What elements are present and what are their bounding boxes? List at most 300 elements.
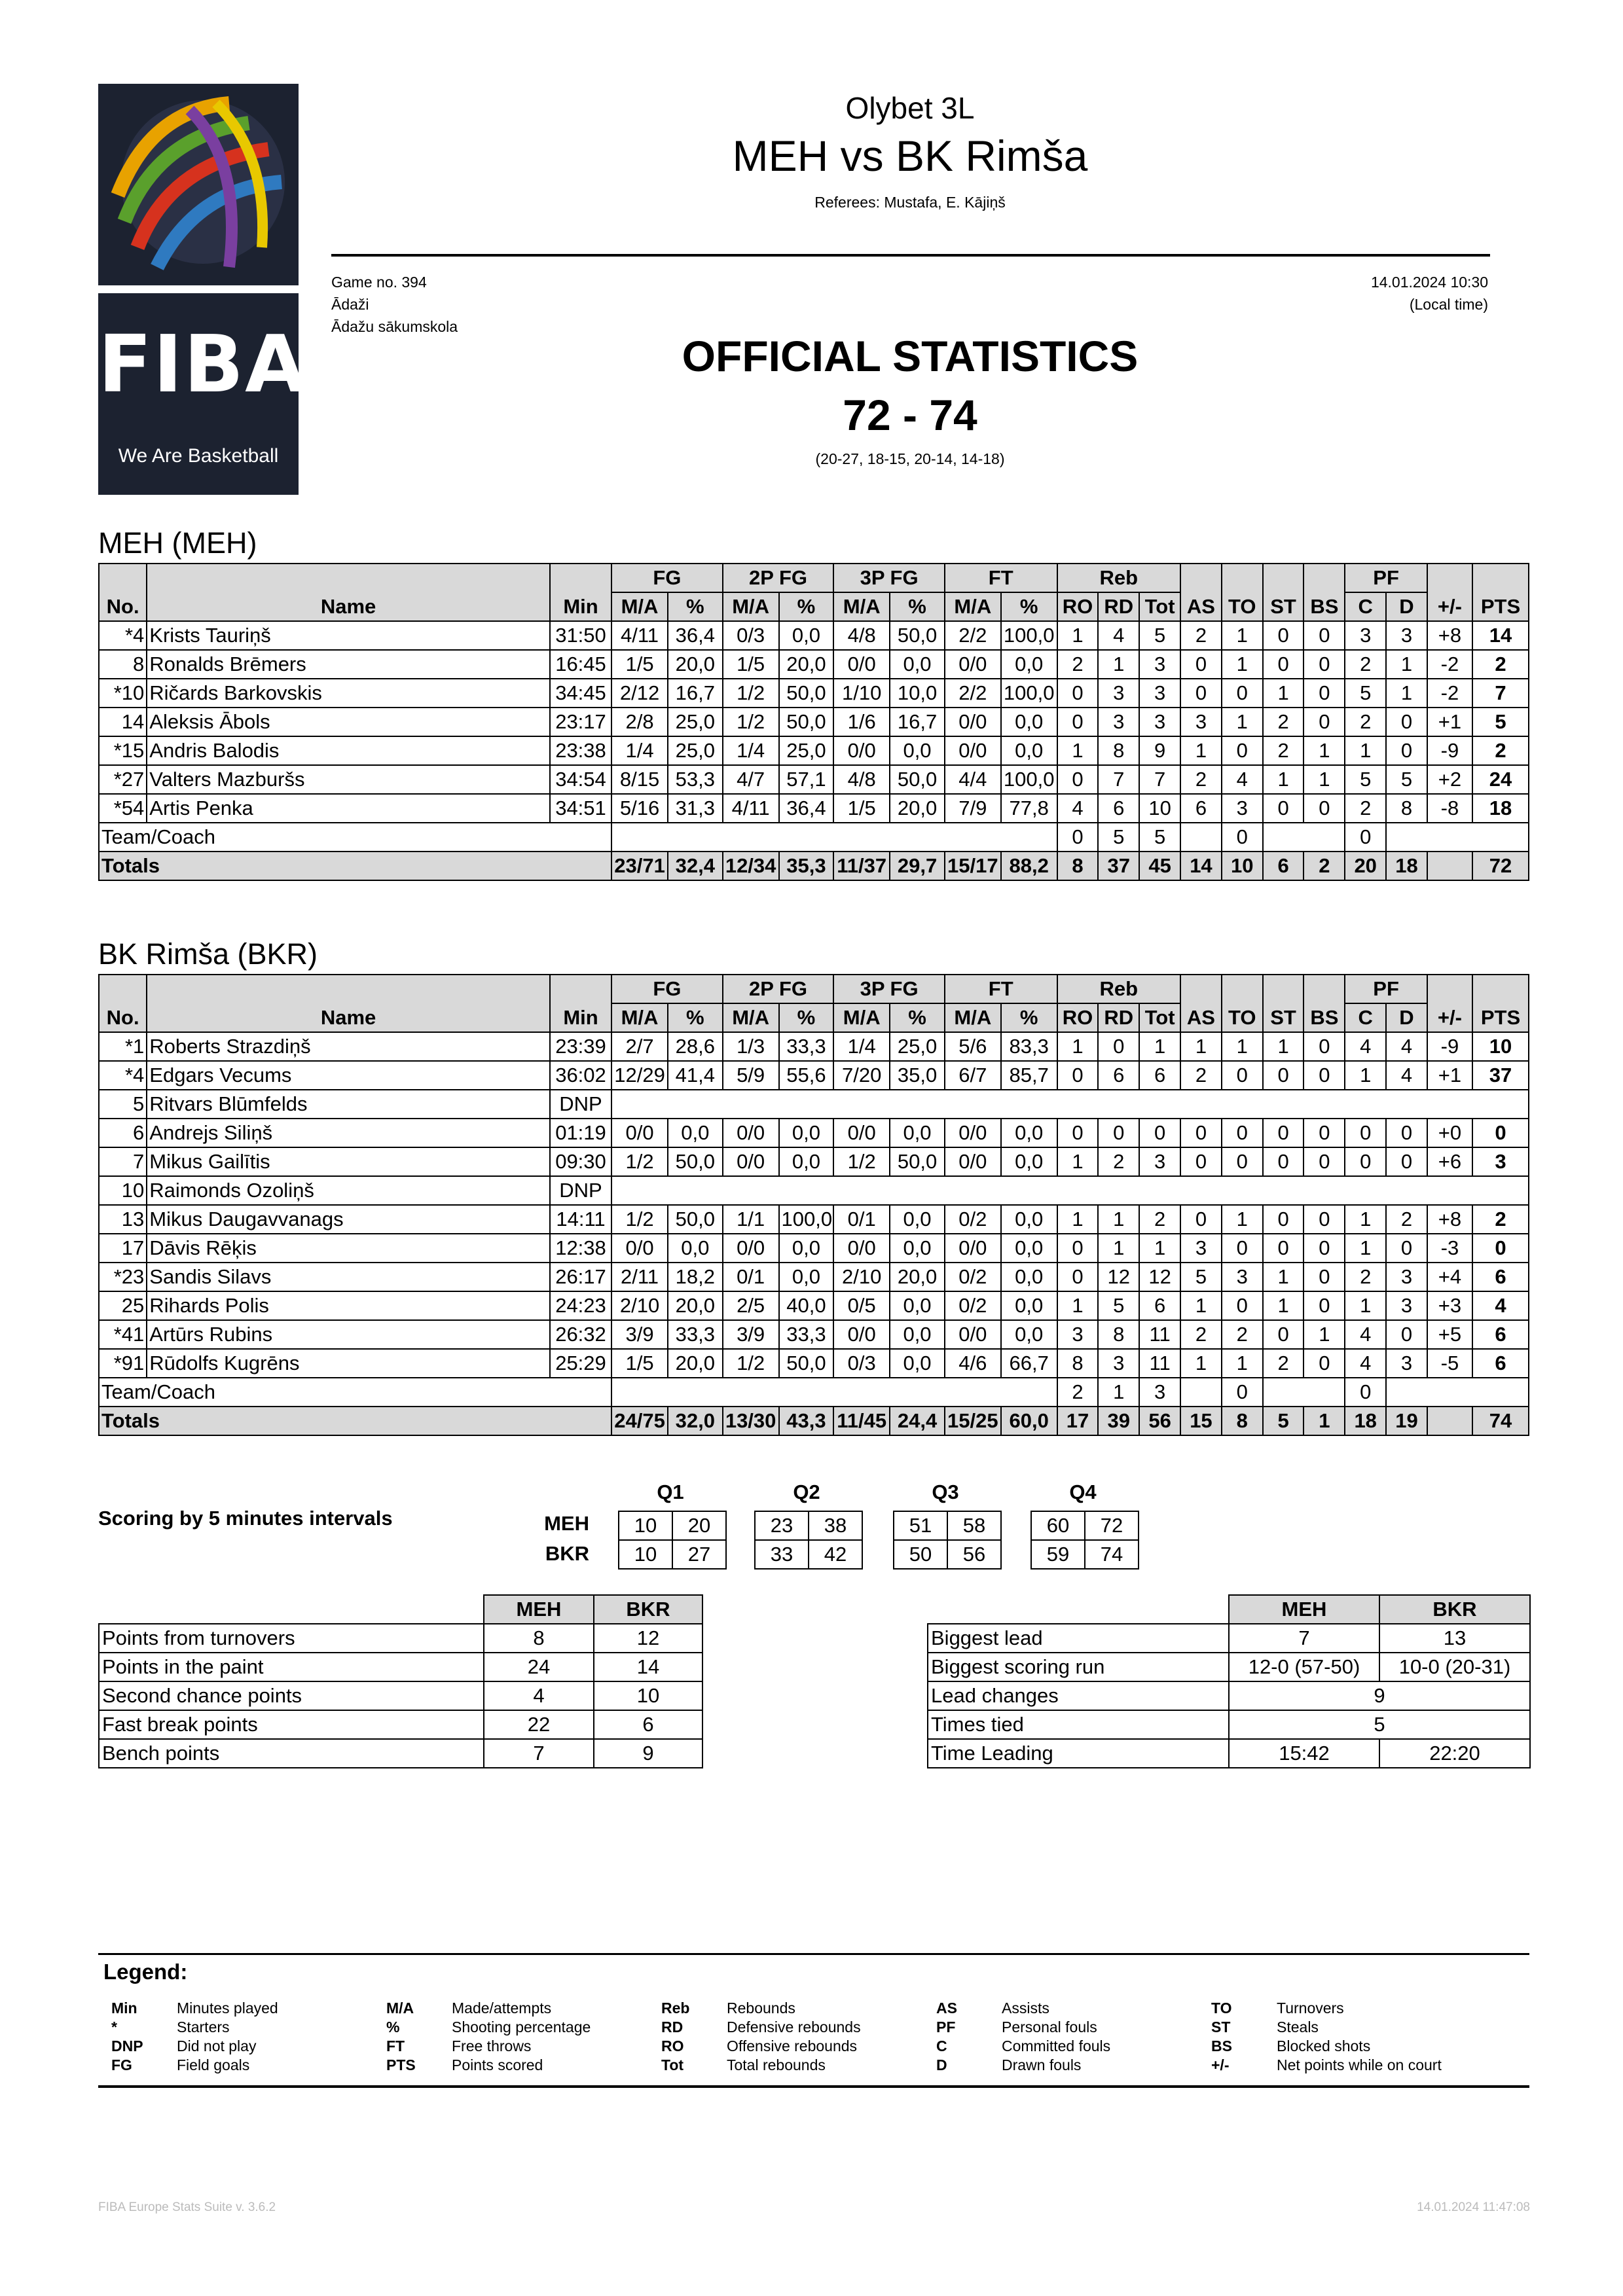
player-stat: 3 <box>1180 1234 1222 1263</box>
player-stat: 40,0 <box>779 1291 834 1320</box>
team-coach-c: 0 <box>1345 823 1386 852</box>
player-number: *91 <box>99 1349 147 1378</box>
interval-value: 10 <box>619 1540 672 1569</box>
legend-column <box>661 1999 861 2075</box>
player-stat: 4 <box>1386 1032 1427 1061</box>
legend-entry <box>661 1999 861 2018</box>
team-coach-tot: 5 <box>1139 823 1180 852</box>
legend-key: RD <box>661 2018 684 2036</box>
player-stat: 3 <box>1139 1147 1180 1176</box>
player-stat: 33,3 <box>668 1320 723 1349</box>
blank-header <box>550 564 611 592</box>
player-number: 13 <box>99 1205 147 1234</box>
player-stat: 12 <box>1139 1263 1180 1291</box>
interval-value: 38 <box>809 1511 862 1540</box>
legend-description: Defensive rebounds <box>727 2018 861 2036</box>
team-coach-blank <box>611 1378 1057 1407</box>
column-header-ma: M/A <box>945 592 1001 621</box>
player-stat: 0,0 <box>890 1320 945 1349</box>
team-coach-to: 0 <box>1222 1378 1263 1407</box>
player-stat: 1 <box>1304 736 1345 765</box>
summary-value: 5 <box>1229 1710 1530 1739</box>
player-stat: 0,0 <box>890 650 945 679</box>
legend-key: Tot <box>661 2056 684 2073</box>
legend-description: Steals <box>1277 2018 1319 2036</box>
player-stat: 1/3 <box>723 1032 779 1061</box>
player-stat: 0,0 <box>1001 1263 1057 1291</box>
player-stat: +1 <box>1427 708 1472 736</box>
player-points: 2 <box>1472 736 1529 765</box>
totals-stat: 35,3 <box>779 852 834 880</box>
player-stat: +5 <box>1427 1320 1472 1349</box>
player-name: Sandis Silavs <box>147 1263 550 1291</box>
player-stat: 0/0 <box>723 1147 779 1176</box>
team-coach-blank <box>1386 1378 1529 1407</box>
column-header-min: Min <box>550 1003 611 1032</box>
column-header-pct: % <box>668 592 723 621</box>
group-header-2p: 2P FG <box>723 975 834 1003</box>
player-stat: 4/11 <box>723 794 779 823</box>
player-stat: 7 <box>1139 765 1180 794</box>
player-stat: 1 <box>1345 736 1386 765</box>
player-stat: 0/0 <box>945 1147 1001 1176</box>
summary-team-header: MEH <box>484 1595 594 1624</box>
player-stat: 0/0 <box>945 650 1001 679</box>
player-stat: 1 <box>1180 1349 1222 1378</box>
player-points: 6 <box>1472 1263 1529 1291</box>
player-stat: 20,0 <box>668 1349 723 1378</box>
player-minutes: 14:11 <box>550 1205 611 1234</box>
summary-value: 24 <box>484 1653 594 1681</box>
player-stat: 100,0 <box>1001 765 1057 794</box>
player-stat: 2 <box>1345 794 1386 823</box>
player-stat: 1 <box>1345 1234 1386 1263</box>
legend-key: PF <box>936 2018 956 2036</box>
interval-value: 60 <box>1031 1511 1085 1540</box>
quarter-scores: (20-27, 18-15, 20-14, 14-18) <box>815 450 1005 467</box>
player-stat: 3 <box>1139 679 1180 708</box>
player-row <box>99 794 1529 823</box>
player-stat: 0 <box>1304 650 1345 679</box>
player-stat: 1 <box>1304 765 1345 794</box>
team-coach-row <box>99 823 1529 852</box>
quarter-interval-box <box>1030 1511 1139 1570</box>
blank-header <box>1304 564 1345 592</box>
summary-value: 7 <box>484 1739 594 1768</box>
player-stat: 33,3 <box>779 1032 834 1061</box>
player-stat: 35,0 <box>890 1061 945 1090</box>
player-number: *4 <box>99 1061 147 1090</box>
summary-team-header: BKR <box>1379 1595 1530 1624</box>
interval-value: 56 <box>947 1540 1001 1569</box>
player-stat: 2 <box>1263 708 1304 736</box>
player-stat: 0 <box>1180 650 1222 679</box>
legend-key: DNP <box>111 2037 143 2054</box>
player-stat: 2 <box>1345 708 1386 736</box>
player-stat: 1 <box>1345 1205 1386 1234</box>
player-stat: 5 <box>1386 765 1427 794</box>
player-name: Ričards Barkovskis <box>147 679 550 708</box>
legend-description: Did not play <box>177 2037 257 2054</box>
player-stat: 8 <box>1098 736 1139 765</box>
player-stat: 1 <box>1386 679 1427 708</box>
legend-entry <box>936 2037 1110 2056</box>
column-header-name: Name <box>147 1003 550 1032</box>
player-points: 6 <box>1472 1320 1529 1349</box>
summary-label: Time Leading <box>928 1739 1229 1768</box>
column-header-as: AS <box>1180 1003 1222 1032</box>
player-stat: 0/0 <box>611 1119 668 1147</box>
legend-description: Personal fouls <box>1002 2018 1097 2036</box>
column-header-ma: M/A <box>611 1003 668 1032</box>
player-stat: 0 <box>1057 1061 1099 1090</box>
legend-description: Free throws <box>452 2037 532 2054</box>
box-score-bkr <box>98 974 1529 1436</box>
column-header-ma: M/A <box>945 1003 1001 1032</box>
player-name: Andris Balodis <box>147 736 550 765</box>
player-number: *23 <box>99 1263 147 1291</box>
legend-entry <box>386 2037 591 2056</box>
player-name: Andrejs Siliņš <box>147 1119 550 1147</box>
column-header-d: D <box>1386 1003 1427 1032</box>
player-stat: 1 <box>1263 679 1304 708</box>
totals-stat: 23/71 <box>611 852 668 880</box>
player-stat: 0 <box>1304 1147 1345 1176</box>
team-coach-ro: 2 <box>1057 1378 1099 1407</box>
player-stat: 4 <box>1098 621 1139 650</box>
player-stat: +6 <box>1427 1147 1472 1176</box>
player-row <box>99 1032 1529 1061</box>
player-stat: 0,0 <box>779 1234 834 1263</box>
player-stat: 50,0 <box>890 621 945 650</box>
legend-description: Made/attempts <box>452 2000 552 2017</box>
player-stat: 0 <box>1386 1147 1427 1176</box>
totals-stat: 5 <box>1263 1407 1304 1435</box>
column-header-ma: M/A <box>833 592 890 621</box>
player-stat: 0 <box>1222 1234 1263 1263</box>
column-header-tot: Tot <box>1139 1003 1180 1032</box>
player-stat: +1 <box>1427 1061 1472 1090</box>
player-stat: 50,0 <box>890 765 945 794</box>
totals-stat: 1 <box>1304 1407 1345 1435</box>
quarter-label: Q2 <box>793 1480 820 1503</box>
player-points: 4 <box>1472 1291 1529 1320</box>
player-number: 25 <box>99 1291 147 1320</box>
player-name: Edgars Vecums <box>147 1061 550 1090</box>
summary-row <box>928 1710 1530 1739</box>
column-header-ma: M/A <box>611 592 668 621</box>
player-stat: 6 <box>1098 794 1139 823</box>
player-stat: 0/0 <box>833 736 890 765</box>
player-stat: 0,0 <box>779 1147 834 1176</box>
blank-header <box>1472 975 1529 1003</box>
legend-key: % <box>386 2018 400 2036</box>
blank-header <box>99 975 147 1003</box>
legend-key: Reb <box>661 2000 690 2017</box>
player-points: 0 <box>1472 1234 1529 1263</box>
player-stat: 3 <box>1098 708 1139 736</box>
fiba-wordmark: FIBA <box>98 319 307 410</box>
totals-stat: 37 <box>1098 852 1139 880</box>
team-coach-label: Team/Coach <box>99 1378 611 1407</box>
interval-row <box>619 1540 726 1569</box>
legend-title: Legend: <box>103 1960 188 1984</box>
player-minutes: 12:38 <box>550 1234 611 1263</box>
player-stat: +3 <box>1427 1291 1472 1320</box>
interval-team-label: MEH <box>544 1512 589 1535</box>
legend-column <box>1211 1999 1442 2075</box>
player-stat: 0/0 <box>833 1320 890 1349</box>
totals-stat: 45 <box>1139 852 1180 880</box>
player-number: *54 <box>99 794 147 823</box>
summary-label: Lead changes <box>928 1681 1229 1710</box>
interval-row <box>619 1511 726 1540</box>
player-stat: 0 <box>1304 621 1345 650</box>
quarter-interval-box <box>754 1511 863 1570</box>
summary-value: 9 <box>1229 1681 1530 1710</box>
player-name: Roberts Strazdiņš <box>147 1032 550 1061</box>
player-stat: 25,0 <box>668 736 723 765</box>
player-stat: 0,0 <box>890 1119 945 1147</box>
column-header-pm: +/- <box>1427 592 1472 621</box>
summary-label: Biggest scoring run <box>928 1653 1229 1681</box>
blank-header <box>1472 564 1529 592</box>
player-stat: 0,0 <box>779 1119 834 1147</box>
player-stat: 4 <box>1386 1061 1427 1090</box>
player-stat: 1/2 <box>833 1147 890 1176</box>
team-coach-blank <box>1263 1378 1345 1407</box>
player-stat: 0 <box>1386 1119 1427 1147</box>
player-stat: 0,0 <box>1001 736 1057 765</box>
player-stat: 2 <box>1180 765 1222 794</box>
game-venue: Ādažu sākumskola <box>331 318 458 335</box>
player-stat: 12/29 <box>611 1061 668 1090</box>
player-stat: 1/4 <box>833 1032 890 1061</box>
column-header-pct: % <box>890 1003 945 1032</box>
player-stat: 0 <box>1263 1119 1304 1147</box>
totals-stat: 17 <box>1057 1407 1099 1435</box>
player-stat: 0 <box>1304 1205 1345 1234</box>
column-header-no: No. <box>99 1003 147 1032</box>
player-stat: 1 <box>1222 621 1263 650</box>
legend-entry <box>661 2037 861 2056</box>
legend-entry <box>1211 1999 1442 2018</box>
summary-value: 22:20 <box>1379 1739 1530 1768</box>
player-stat: 1 <box>1263 1032 1304 1061</box>
player-stat: 77,8 <box>1001 794 1057 823</box>
fiba-tagline: We Are Basketball <box>118 445 279 467</box>
interval-value: 10 <box>619 1511 672 1540</box>
player-stat: 16,7 <box>890 708 945 736</box>
totals-stat: 14 <box>1180 852 1222 880</box>
player-stat: 2 <box>1222 1320 1263 1349</box>
player-number: 7 <box>99 1147 147 1176</box>
player-stat: 2/11 <box>611 1263 668 1291</box>
player-stat: 0 <box>1386 1320 1427 1349</box>
player-stat: 18,2 <box>668 1263 723 1291</box>
player-stat: 16,7 <box>668 679 723 708</box>
player-stat: -3 <box>1427 1234 1472 1263</box>
player-stat: 0 <box>1222 1119 1263 1147</box>
player-stat: 0 <box>1263 1234 1304 1263</box>
player-name: Artūrs Rubins <box>147 1320 550 1349</box>
totals-stat: 56 <box>1139 1407 1180 1435</box>
column-header-rd: RD <box>1098 592 1139 621</box>
player-stat: 0/0 <box>945 736 1001 765</box>
blank-header <box>1222 564 1263 592</box>
player-stat: 20,0 <box>668 650 723 679</box>
summary-team-header: BKR <box>594 1595 702 1624</box>
player-stat: 4 <box>1057 794 1099 823</box>
player-stat: 0 <box>1263 1320 1304 1349</box>
quarter-label: Q1 <box>657 1480 684 1503</box>
player-minutes: 25:29 <box>550 1349 611 1378</box>
legend-entry <box>1211 2037 1442 2056</box>
column-header-as: AS <box>1180 592 1222 621</box>
player-stat: 1 <box>1345 1061 1386 1090</box>
summary-value: 10 <box>594 1681 702 1710</box>
player-stat: 2 <box>1345 1263 1386 1291</box>
summary-row <box>99 1681 702 1710</box>
player-stat: 0 <box>1263 1205 1304 1234</box>
team-coach-rd: 1 <box>1098 1378 1139 1407</box>
column-header-ma: M/A <box>723 592 779 621</box>
totals-stat: 15 <box>1180 1407 1222 1435</box>
totals-stat: 60,0 <box>1001 1407 1057 1435</box>
player-minutes: 36:02 <box>550 1061 611 1090</box>
player-stat: 0/0 <box>611 1234 668 1263</box>
player-points: 2 <box>1472 650 1529 679</box>
summary-row <box>99 1710 702 1739</box>
legend-key: M/A <box>386 2000 414 2017</box>
interval-value: 20 <box>672 1511 726 1540</box>
player-stat: +0 <box>1427 1119 1472 1147</box>
player-name: Artis Penka <box>147 794 550 823</box>
player-stat: 0,0 <box>1001 1291 1057 1320</box>
player-stat: 1/1 <box>723 1205 779 1234</box>
player-stat: 2 <box>1180 1320 1222 1349</box>
quarter-interval-box <box>618 1511 727 1570</box>
legend-key: RO <box>661 2037 684 2054</box>
summary-value: 12-0 (57-50) <box>1229 1653 1379 1681</box>
totals-stat: 8 <box>1222 1407 1263 1435</box>
legend-entry <box>111 2018 278 2037</box>
player-stat: 0 <box>1304 1291 1345 1320</box>
player-stat: 0,0 <box>1001 1119 1057 1147</box>
player-stat: 0 <box>1345 1119 1386 1147</box>
interval-value: 72 <box>1085 1511 1139 1540</box>
player-stat: 2/10 <box>611 1291 668 1320</box>
group-header-reb: Reb <box>1057 564 1180 592</box>
totals-stat <box>1427 852 1472 880</box>
player-number: 5 <box>99 1090 147 1119</box>
team-coach-as <box>1180 823 1222 852</box>
interval-value: 74 <box>1085 1540 1139 1569</box>
player-stat: 1 <box>1386 650 1427 679</box>
summary-header-row <box>99 1595 702 1624</box>
player-stat: 1 <box>1057 1205 1099 1234</box>
player-row <box>99 1234 1529 1263</box>
blank-header <box>147 564 550 592</box>
summary-row <box>99 1653 702 1681</box>
column-header-c: C <box>1345 592 1386 621</box>
group-header-fg: FG <box>611 975 723 1003</box>
interval-value: 59 <box>1031 1540 1085 1569</box>
player-stat: 0/5 <box>833 1291 890 1320</box>
player-stat: 4 <box>1222 765 1263 794</box>
summary-row <box>928 1681 1530 1710</box>
player-stat: 1 <box>1098 650 1139 679</box>
totals-stat: 43,3 <box>779 1407 834 1435</box>
player-name: Mikus Gailītis <box>147 1147 550 1176</box>
player-row <box>99 708 1529 736</box>
player-stat: 1 <box>1222 1032 1263 1061</box>
player-stat: 2/5 <box>723 1291 779 1320</box>
player-stat: 0/0 <box>833 1234 890 1263</box>
column-header-to: TO <box>1222 1003 1263 1032</box>
summary-row <box>928 1653 1530 1681</box>
legend-entry <box>661 2056 861 2075</box>
team-title-meh: MEH (MEH) <box>98 526 257 560</box>
player-stat: 8 <box>1057 1349 1099 1378</box>
player-stat: 50,0 <box>890 1147 945 1176</box>
player-stat: 50,0 <box>779 679 834 708</box>
column-header-pct: % <box>779 1003 834 1032</box>
player-stat: 41,4 <box>668 1061 723 1090</box>
legend-description: Drawn fouls <box>1002 2056 1082 2073</box>
summary-label: Second chance points <box>99 1681 484 1710</box>
player-minutes: 24:23 <box>550 1291 611 1320</box>
player-number: *27 <box>99 765 147 794</box>
player-stat: 1/5 <box>723 650 779 679</box>
game-datetime: 14.01.2024 10:30 <box>1370 274 1488 291</box>
legend-entry <box>936 2056 1110 2075</box>
player-number: 10 <box>99 1176 147 1205</box>
player-stat: 4/4 <box>945 765 1001 794</box>
player-stat: 1/4 <box>611 736 668 765</box>
player-number: *4 <box>99 621 147 650</box>
summary-corner <box>99 1595 484 1624</box>
player-stat: 4/8 <box>833 765 890 794</box>
player-row <box>99 1176 1529 1205</box>
column-header-to: TO <box>1222 592 1263 621</box>
player-stat: 3 <box>1098 1349 1139 1378</box>
player-stat: 50,0 <box>668 1147 723 1176</box>
player-number: *1 <box>99 1032 147 1061</box>
legend-description: Shooting percentage <box>452 2018 591 2036</box>
player-stat: 6 <box>1139 1061 1180 1090</box>
player-stat: 7/20 <box>833 1061 890 1090</box>
column-header-rd: RD <box>1098 1003 1139 1032</box>
legend-description: Minutes played <box>177 2000 278 2017</box>
column-header-tot: Tot <box>1139 592 1180 621</box>
interval-row <box>894 1511 1001 1540</box>
totals-stat: 8 <box>1057 852 1099 880</box>
player-stat: 1 <box>1180 1032 1222 1061</box>
group-header-row <box>99 564 1529 592</box>
summary-team-header: MEH <box>1229 1595 1379 1624</box>
player-points: 2 <box>1472 1205 1529 1234</box>
player-row <box>99 736 1529 765</box>
summary-row <box>928 1624 1530 1653</box>
summary-value: 10-0 (20-31) <box>1379 1653 1530 1681</box>
player-stat: +4 <box>1427 1263 1472 1291</box>
league-name: Olybet 3L <box>845 91 975 125</box>
player-stat: 20,0 <box>890 794 945 823</box>
player-stat: 1 <box>1139 1032 1180 1061</box>
player-stat: 8/15 <box>611 765 668 794</box>
player-stat: 50,0 <box>779 1349 834 1378</box>
